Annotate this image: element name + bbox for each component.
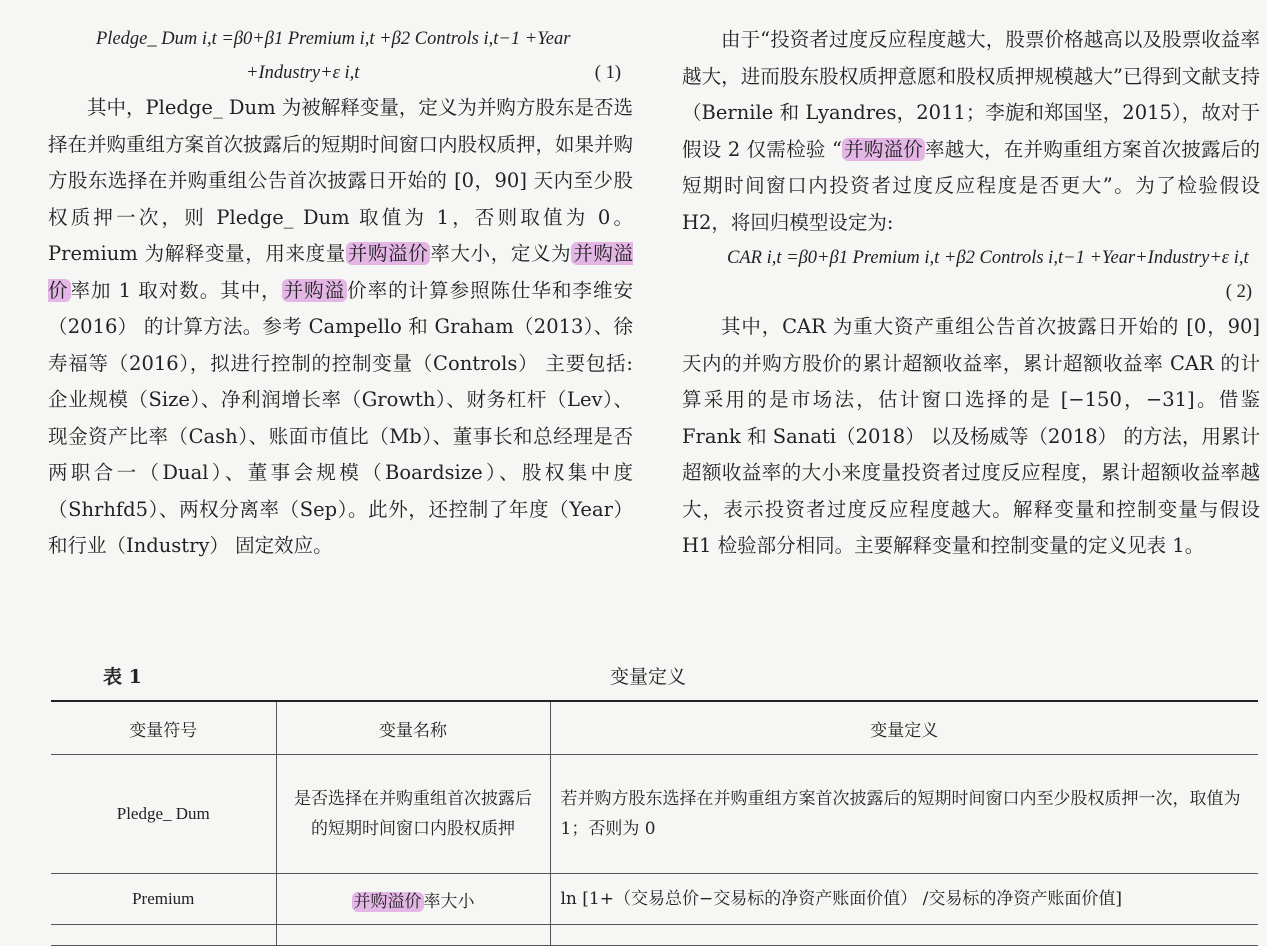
- right-column: [682, 22, 1260, 565]
- cell-name: [276, 874, 550, 925]
- formula-1-line-2: [48, 56, 633, 90]
- left-column: [48, 22, 633, 565]
- table-caption: [0, 662, 1267, 692]
- equation-number-1: ( 1): [594, 63, 621, 83]
- right-paragraph-1: [682, 22, 1260, 241]
- formula-2-line-2: [682, 275, 1260, 309]
- cell-symbol: Pledge_ Dum: [51, 755, 276, 874]
- table-label: 表 1: [103, 666, 142, 688]
- equation-number-2: ( 2): [1225, 282, 1252, 302]
- cell-empty: [550, 925, 1258, 946]
- highlight-mark[interactable]: 并购溢: [283, 278, 346, 302]
- highlight-mark[interactable]: 并购溢价: [843, 137, 924, 161]
- variable-definition-table: [51, 700, 1258, 946]
- formula-2-text: CAR i,t =β0+β1 Premium i,t +β2 Controls i,t−1 +Year+Industry+ε i,t: [727, 248, 1249, 268]
- text-run: 率加 1 取对数。其中，: [70, 278, 282, 302]
- table-row: [51, 874, 1258, 925]
- text-run: 率越大，在并购重组方案首次披露后的短期时间窗口内投资者过度反应程度是否更大”。为了检验假设 H2，将回归模型设定为:: [682, 137, 1260, 234]
- left-paragraph: [48, 90, 633, 565]
- cell-empty: [276, 925, 550, 946]
- formula-1-line-1: [48, 22, 633, 56]
- cell-symbol: Premium: [51, 874, 276, 925]
- header-definition: 变量定义: [550, 701, 1258, 755]
- highlight-mark[interactable]: 并购溢价: [353, 891, 422, 912]
- cell-definition: 若并购方股东选择在并购重组方案首次披露后的短期时间窗口内至少股权质押一次，取值为 1；否则为 0: [550, 755, 1258, 874]
- table-title: 变量定义: [610, 666, 687, 688]
- header-symbol: 变量符号: [51, 701, 276, 755]
- cell-definition: ln [1+（交易总价−交易标的净资产账面价值） /交易标的净资产账面价值]: [550, 874, 1258, 925]
- table-row: [51, 755, 1258, 874]
- formula-1-text: Pledge_ Dum i,t =β0+β1 Premium i,t +β2 Controls i,t−1 +Year: [96, 29, 571, 49]
- cell-name-rest: 率大小: [423, 891, 475, 912]
- text-run: 由于“投资者过度反应程度越大，股票价格越高以及股票收益率越大，进而股东股权质押意愿和股权质押规模越大”已得到文献支持（Bernile 和 Lyandres，2011；李旎和郑国坚，2015），故对于假设 2 仅需检验 “: [682, 28, 1260, 161]
- text-run: 其中，Pledge_ Dum 为被解释变量，定义为并购方股东是否选择在并购重组方案首次披露后的短期时间窗口内股权质押，如果并购方股东选择在并购重组公告首次披露日开始的 [0，90] 天内至少股权质押一次，则 Pledge_ Dum 取值为 1，否则取值为 0。Premium 为解释变量，用来度量: [48, 96, 634, 265]
- text-run: 率大小，定义为: [430, 242, 572, 265]
- right-paragraph-2: 其中，CAR 为重大资产重组公告首次披露日开始的 [0，90] 天内的并购方股价的累计超额收益率，累计超额收益率 CAR 的计算采用的是市场法，估计窗口选择的是 [−150，−31]。借鉴 Frank 和 Sanati（2018） 以及杨威等（2018） 的方法，用累计超额收益率的大小来度量投资者过度反应程度，累计超额收益率越大，表示投资者过度反应程度越大。解释变量和控制变量与假设 H1 检验部分相同。主要解释变量和控制变量的定义见表 1。: [682, 315, 1260, 557]
- header-name: 变量名称: [276, 701, 550, 755]
- cell-name: 是否选择在并购重组首次披露后的短期时间窗口内股权质押: [276, 755, 550, 874]
- highlight-mark[interactable]: 并购溢价: [347, 242, 429, 265]
- cell-empty: [51, 925, 276, 946]
- table-header-row: [51, 701, 1258, 755]
- formula-2-line-1: [682, 241, 1260, 275]
- highlight-mark[interactable]: 并购溢价: [48, 242, 633, 302]
- table-row-partial: [51, 925, 1258, 946]
- formula-1-text-cont: +Industry+ε i,t: [246, 63, 360, 83]
- text-run: 价率的计算参照陈仕华和李维安（2016） 的计算方法。参考 Campello 和 Graham（2013）、徐寿福等（2016），拟进行控制的控制变量（Controls） 主要包括: 企业规模（Size）、净利润增长率（Growth）、财务杠杆（Lev）、现金资产比率（Cash）、账面市值比（Mb）、董事长和总经理是否两职合一（Dual）、董事会规模（Boardsize）、股权集中度（Shrhfd5）、两权分离率（Sep）。此外，还控制了年度（Year） 和行业（Industry） 固定效应。: [48, 278, 633, 557]
